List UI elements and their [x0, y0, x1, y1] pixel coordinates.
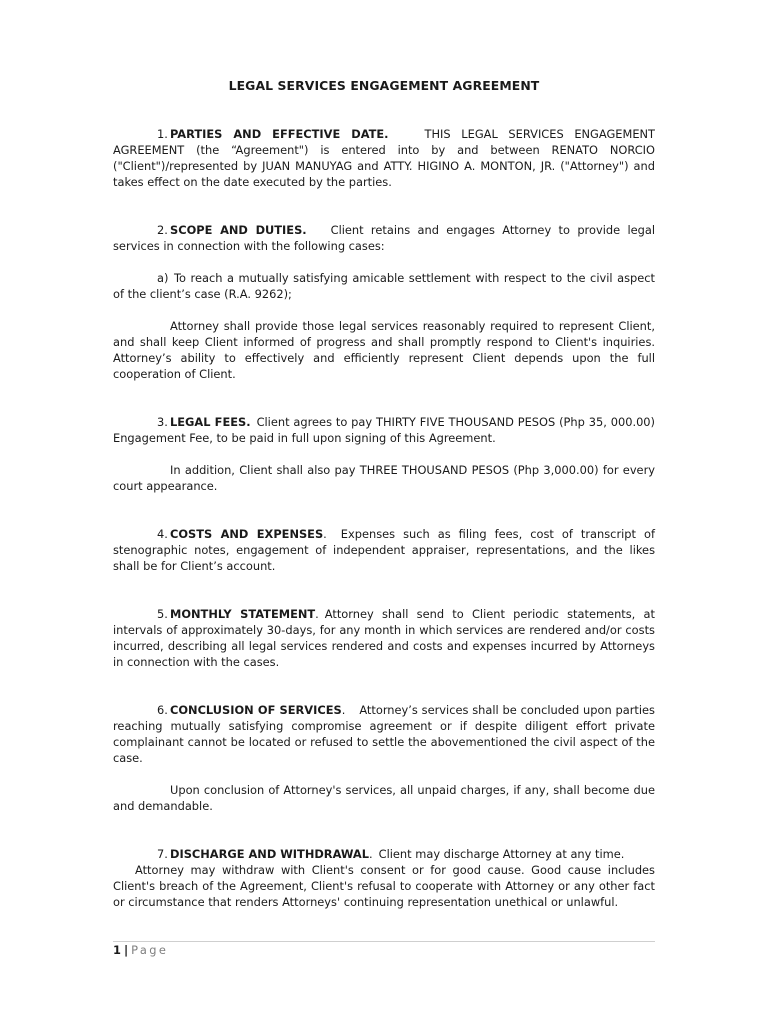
section-scope	[113, 222, 655, 254]
section-text: THIS LEGAL SERVICES ENGAGEMENT AGREEMENT (the “Agreement") is entered into by and between RENATO NORCIO ("Client")/represented by JUAN MANUYAG and ATTY. HIGINO A. MONTON, JR. ("Attorney") and takes effect on the date executed by the parties.	[113, 127, 655, 189]
footer-divider	[113, 941, 655, 942]
document-title: LEGAL SERVICES ENGAGEMENT AGREEMENT	[228, 78, 540, 93]
footer-separator: |	[123, 943, 129, 957]
section-heading: SCOPE AND DUTIES.	[170, 223, 307, 237]
section-number: 2.	[157, 223, 168, 237]
section-heading: MONTHLY STATEMENT	[170, 607, 316, 621]
discharge-paragraph: Attorney may withdraw with Client's consent or for good cause. Good cause includes Client's breach of the Agreement, Client's refusal to cooperate with Attorney or any other fact or circumstance that renders Attorneys' continuing representation unethical or unlawful.	[113, 863, 655, 909]
section-heading: COSTS AND EXPENSES	[170, 527, 324, 541]
section-text: Client retains and engages Attorney to provide legal services in connection with the following cases:	[113, 223, 655, 253]
section-heading: DISCHARGE AND WITHDRAWAL	[170, 847, 370, 861]
page-footer	[113, 942, 168, 958]
page-label: Page	[131, 943, 169, 957]
section-heading: CONCLUSION OF SERVICES	[170, 703, 342, 717]
section-heading: PARTIES AND EFFECTIVE DATE.	[170, 127, 389, 141]
scope-paragraph: Attorney shall provide those legal services reasonably required to represent Client, and shall keep Client informed of progress and shall promptly respond to Client's inquiries. Attorney’s ability to effectively and efficiently represent Client depends upon the full cooperation of Client.	[113, 319, 655, 381]
section-text: Attorney shall send to Client periodic statements, at intervals of approximately 30-days, for any month in which services are rendered and/or costs incurred, describing all legal services rendered and costs and expenses incurred by Attorneys in connection with the cases.	[113, 607, 655, 669]
section-number: 6.	[157, 703, 168, 717]
scope-item-a	[113, 270, 655, 302]
section-conclusion: 6. CONCLUSION OF SERVICES. Attorney’s services shall be concluded upon parties reaching mutually satisfying compromise agreement or if despite diligent effort private complainant cannot be located or refused to settle the abovementioned the civil aspect of the case.	[113, 703, 655, 765]
section-legal-fees	[113, 414, 655, 446]
section-parties	[113, 126, 655, 190]
section-text: Client may discharge Attorney at any time.	[378, 847, 625, 861]
item-text: To reach a mutually satisfying amicable settlement with respect to the civil aspect of the client’s case (R.A. 9262);	[113, 271, 655, 301]
page-number: 1	[113, 943, 121, 957]
section-number: 1.	[157, 127, 168, 141]
conclusion-paragraph: Upon conclusion of Attorney's services, all unpaid charges, if any, shall become due and demandable.	[113, 783, 655, 813]
section-number: 4.	[157, 527, 168, 541]
section-discharge: 7. DISCHARGE AND WITHDRAWAL. Client may discharge Attorney at any time.	[113, 846, 655, 862]
section-heading: LEGAL FEES.	[170, 415, 251, 429]
section-number: 3.	[157, 415, 168, 429]
section-monthly-statement: 5. MONTHLY STATEMENT. Attorney shall send to Client periodic statements, at intervals of approximately 30-days, for any month in which services are rendered and/or costs incurred, describing all legal services rendered and costs and expenses incurred by Attorneys in connection with the cases.	[113, 607, 655, 669]
section-number: 5.	[157, 607, 168, 621]
section-costs: 4. COSTS AND EXPENSES. Expenses such as filing fees, cost of transcript of stenographic notes, engagement of independent appraiser, representations, and the likes shall be for Client’s account.	[113, 527, 655, 573]
section-text: Expenses such as filing fees, cost of transcript of stenographic notes, engagement of independent appraiser, representations, and the likes shall be for Client’s account.	[113, 527, 655, 573]
section-text: Attorney’s services shall be concluded upon parties reaching mutually satisfying compromise agreement or if despite diligent effort private complainant cannot be located or refused to settle the abovementioned the civil aspect of the case.	[113, 703, 655, 765]
item-label: a)	[157, 271, 169, 285]
section-text: Client agrees to pay THIRTY FIVE THOUSAND PESOS (Php 35, 000.00) Engagement Fee, to be paid in full upon signing of this Agreement.	[113, 415, 656, 445]
legal-fees-paragraph: In addition, Client shall also pay THREE THOUSAND PESOS (Php 3,000.00) for every court appearance.	[113, 463, 655, 493]
section-number: 7.	[157, 847, 168, 861]
document-body	[113, 78, 655, 910]
